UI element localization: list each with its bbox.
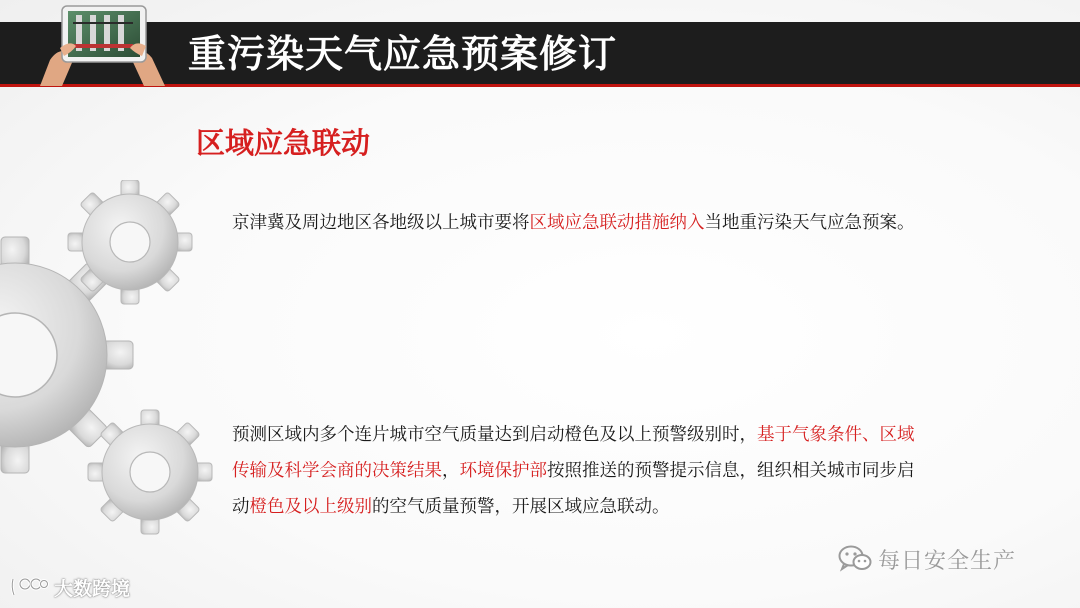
tablet-hands-illustration	[40, 0, 165, 86]
watermark-brand-name: 大数跨境	[54, 577, 131, 600]
section-heading: 区域应急联动	[196, 126, 371, 160]
paragraph-text: 预测区域内多个连片城市空气质量达到启动橙色及以上预警级别时，	[232, 425, 757, 445]
wechat-icon	[838, 545, 872, 573]
highlight-text: 基于气象条件、区域传输及科学会商的决策结果	[232, 425, 915, 481]
paragraph-text: 按照推送的预警提示信息，组织相关城市同步启动	[232, 461, 915, 517]
watermark-account-name: 每日安全生产	[878, 548, 1017, 574]
watermark-account	[838, 543, 1016, 575]
highlight-text: 橙色及以上级别	[249, 497, 372, 517]
gears-decoration	[0, 180, 230, 580]
watermark-brand	[10, 572, 130, 602]
brand-logo-icon	[10, 575, 50, 599]
highlight-text: 环境保护部	[459, 461, 547, 481]
paragraph-text: ，	[442, 461, 460, 481]
page-title: 重污染天气应急预案修订	[188, 32, 618, 76]
paragraph-text: 的空气质量预警，开展区域应急联动。	[372, 497, 670, 517]
highlight-text: 区域应急联动措施纳入	[529, 213, 705, 233]
paragraph-forecast-warning	[232, 417, 922, 525]
gear-icon	[88, 410, 212, 534]
paragraph-regional-linkage	[232, 205, 922, 241]
paragraph-text: 京津冀及周边地区各地级以上城市要将	[232, 213, 530, 233]
gear-icon	[68, 180, 192, 304]
paragraph-text: 当地重污染天气应急预案。	[704, 213, 915, 233]
